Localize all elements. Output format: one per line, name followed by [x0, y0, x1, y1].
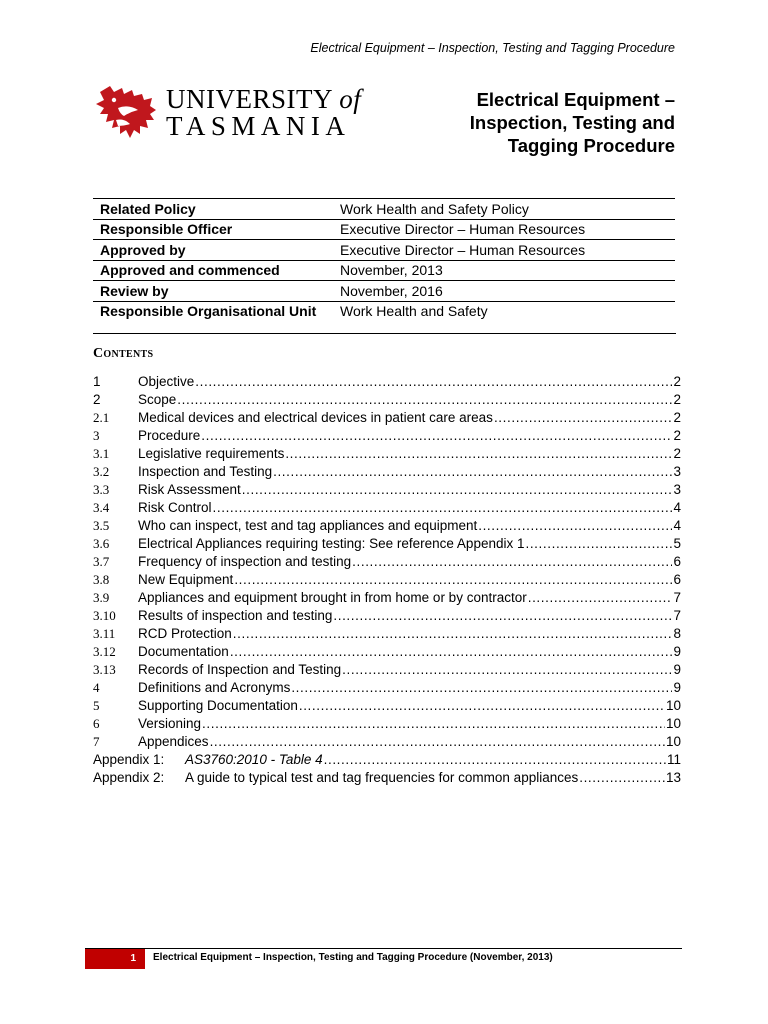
- toc-page: 4: [673, 518, 681, 533]
- toc-entry[interactable]: [93, 482, 681, 500]
- toc-entry[interactable]: [93, 554, 681, 572]
- meta-key: Responsible Officer: [93, 219, 333, 240]
- toc-title: Who can inspect, test and tag appliances and equipment: [138, 518, 478, 533]
- toc-entry[interactable]: [93, 500, 681, 518]
- meta-key: Responsible Organisational Unit: [100, 303, 317, 320]
- toc-page: 2: [673, 446, 681, 461]
- toc-title: RCD Protection: [138, 626, 232, 641]
- toc-title: Inspection and Testing: [138, 464, 273, 479]
- toc-leader: [195, 374, 672, 389]
- toc-leader: [213, 500, 673, 515]
- toc-title: Legislative requirements: [138, 446, 285, 461]
- toc-title: New Equipment: [138, 572, 234, 587]
- toc-leader: [333, 608, 672, 623]
- contents-heading: Contents: [93, 346, 154, 361]
- toc-title: Frequency of inspection and testing: [138, 554, 352, 569]
- table-row: [93, 199, 675, 220]
- toc-leader: [299, 698, 665, 713]
- toc-page: 2: [673, 392, 681, 407]
- toc-page: 9: [673, 644, 681, 659]
- meta-key: Approved by: [93, 240, 333, 261]
- toc-page: 9: [673, 662, 681, 677]
- toc-number: 2.1: [93, 410, 110, 425]
- meta-value: Work Health and Safety: [340, 303, 488, 320]
- toc-entry[interactable]: [93, 716, 681, 734]
- meta-value: November, 2013: [333, 260, 675, 281]
- toc-title: Definitions and Acronyms: [138, 680, 291, 695]
- toc-page: 6: [673, 554, 681, 569]
- toc-page: 7: [673, 590, 681, 605]
- toc-entry[interactable]: [93, 536, 681, 554]
- toc-title: AS3760:2010 - Table 4: [185, 752, 323, 767]
- toc-number: Appendix 2:: [93, 770, 165, 785]
- toc-title: Medical devices and electrical devices in patient care areas: [138, 410, 493, 425]
- toc-leader: [291, 680, 672, 695]
- toc-entry[interactable]: [93, 464, 681, 482]
- toc-leader: [273, 464, 672, 479]
- toc-title: Risk Control: [138, 500, 212, 515]
- toc-number: 3.6: [93, 536, 110, 551]
- toc-entry[interactable]: [93, 374, 681, 392]
- toc-entry[interactable]: [93, 698, 681, 716]
- toc-page: 4: [673, 500, 681, 515]
- toc-number: 3.3: [93, 482, 110, 497]
- toc-page: 2: [673, 374, 681, 389]
- toc-title: Electrical Appliances requiring testing: See reference Appendix 1: [138, 536, 525, 551]
- toc-title: Versioning: [138, 716, 202, 731]
- toc-page: 3: [673, 464, 681, 479]
- toc-number: 3.10: [93, 608, 116, 623]
- toc-leader: [202, 716, 665, 731]
- document-title: [375, 88, 675, 157]
- toc-number: 3.13: [93, 662, 116, 677]
- toc-page: 10: [665, 698, 681, 713]
- toc-entry[interactable]: [93, 680, 681, 698]
- toc-number: 6: [93, 716, 100, 731]
- title-line: Electrical Equipment –: [476, 89, 675, 110]
- table-row: [93, 301, 675, 321]
- toc-leader: [285, 446, 672, 461]
- toc-title: Appendices: [138, 734, 209, 749]
- toc-entry[interactable]: [93, 644, 681, 662]
- meta-value: Work Health and Safety Policy: [333, 199, 675, 220]
- toc-title: Results of inspection and testing: [138, 608, 333, 623]
- section-divider: [93, 333, 676, 334]
- toc-leader: [342, 662, 672, 677]
- logo-wordmark-tasmania: TASMANIA: [166, 111, 351, 141]
- toc-entry[interactable]: [93, 446, 681, 464]
- toc-number: 3.4: [93, 500, 110, 515]
- toc-leader: [233, 626, 673, 641]
- toc-entry[interactable]: [93, 572, 681, 590]
- toc-leader: [210, 734, 665, 749]
- toc-page: 6: [673, 572, 681, 587]
- policy-metadata-table: [93, 198, 675, 321]
- toc-number: 3.2: [93, 464, 110, 479]
- toc-leader: [525, 536, 672, 551]
- footer-page-number: 1: [85, 949, 145, 969]
- logo-wordmark-university: UNIVERSITY of: [166, 84, 362, 114]
- toc-number: 4: [93, 680, 100, 695]
- toc-title: Records of Inspection and Testing: [138, 662, 342, 677]
- meta-value: Executive Director – Human Resources: [333, 219, 675, 240]
- toc-number: 5: [93, 698, 100, 713]
- meta-key: Approved and commenced: [93, 260, 333, 281]
- table-row: [93, 260, 675, 281]
- toc-entry[interactable]: [93, 626, 681, 644]
- toc-leader: [352, 554, 672, 569]
- toc-page: 2: [673, 428, 681, 443]
- footer-text: Electrical Equipment – Inspection, Testing and Tagging Procedure (November, 2013): [153, 952, 553, 963]
- toc-leader: [478, 518, 672, 533]
- table-row: [93, 240, 675, 261]
- university-logo: [94, 84, 374, 140]
- toc-title: Supporting Documentation: [138, 698, 298, 713]
- toc-title: Scope: [138, 392, 177, 407]
- toc-title: Procedure: [138, 428, 201, 443]
- toc-title: Appliances and equipment brought in from home or by contractor: [138, 590, 527, 605]
- footer-divider: [85, 948, 682, 949]
- lion-crest-icon: [94, 84, 160, 140]
- table-row: [93, 219, 675, 240]
- toc-entry[interactable]: [93, 518, 681, 536]
- table-row: [93, 281, 675, 302]
- table-of-contents: [93, 374, 681, 788]
- toc-title: Objective: [138, 374, 195, 389]
- toc-entry[interactable]: [93, 590, 681, 608]
- toc-number: 3.8: [93, 572, 110, 587]
- toc-leader: [230, 644, 673, 659]
- title-line: Tagging Procedure: [507, 135, 675, 156]
- toc-page: 10: [665, 716, 681, 731]
- toc-title: Risk Assessment: [138, 482, 241, 497]
- meta-key: Review by: [93, 281, 333, 302]
- toc-leader: [242, 482, 673, 497]
- toc-page: 9: [673, 680, 681, 695]
- toc-number: 3.5: [93, 518, 110, 533]
- toc-page: 10: [665, 734, 681, 749]
- toc-number: Appendix 1:: [93, 752, 165, 767]
- toc-number: 3: [93, 428, 100, 443]
- toc-page: 2: [673, 410, 681, 425]
- toc-number: 3.9: [93, 590, 110, 605]
- toc-leader: [201, 428, 672, 443]
- meta-key: Related Policy: [93, 199, 333, 220]
- toc-entry[interactable]: [93, 608, 681, 626]
- toc-title: Documentation: [138, 644, 229, 659]
- toc-number: 3.1: [93, 446, 110, 461]
- toc-leader: [579, 770, 665, 785]
- toc-page: 3: [673, 482, 681, 497]
- toc-entry[interactable]: [93, 734, 681, 752]
- toc-page: 7: [673, 608, 681, 623]
- toc-number: 3.7: [93, 554, 110, 569]
- running-header: Electrical Equipment – Inspection, Testing and Tagging Procedure: [310, 41, 675, 55]
- toc-title: A guide to typical test and tag frequencies for common appliances: [185, 770, 579, 785]
- toc-leader: [177, 392, 672, 407]
- toc-entry[interactable]: [93, 410, 681, 428]
- toc-entry[interactable]: [93, 392, 681, 410]
- toc-page: 11: [666, 752, 681, 767]
- toc-entry[interactable]: [93, 428, 681, 446]
- toc-number: 3.12: [93, 644, 116, 659]
- toc-number: 7: [93, 734, 100, 749]
- toc-leader: [494, 410, 673, 425]
- toc-leader: [324, 752, 666, 767]
- toc-page: 5: [673, 536, 681, 551]
- toc-leader: [528, 590, 673, 605]
- meta-value: November, 2016: [333, 281, 675, 302]
- meta-value: Executive Director – Human Resources: [333, 240, 675, 261]
- toc-number: 3.11: [93, 626, 116, 641]
- toc-leader: [234, 572, 672, 587]
- toc-page: 8: [673, 626, 681, 641]
- toc-number: 2: [93, 392, 101, 407]
- toc-page: 13: [665, 770, 681, 785]
- toc-entry[interactable]: [93, 770, 681, 788]
- toc-entry[interactable]: [93, 752, 681, 770]
- toc-number: 1: [93, 374, 101, 389]
- title-line: Inspection, Testing and: [469, 112, 675, 133]
- toc-entry[interactable]: [93, 662, 681, 680]
